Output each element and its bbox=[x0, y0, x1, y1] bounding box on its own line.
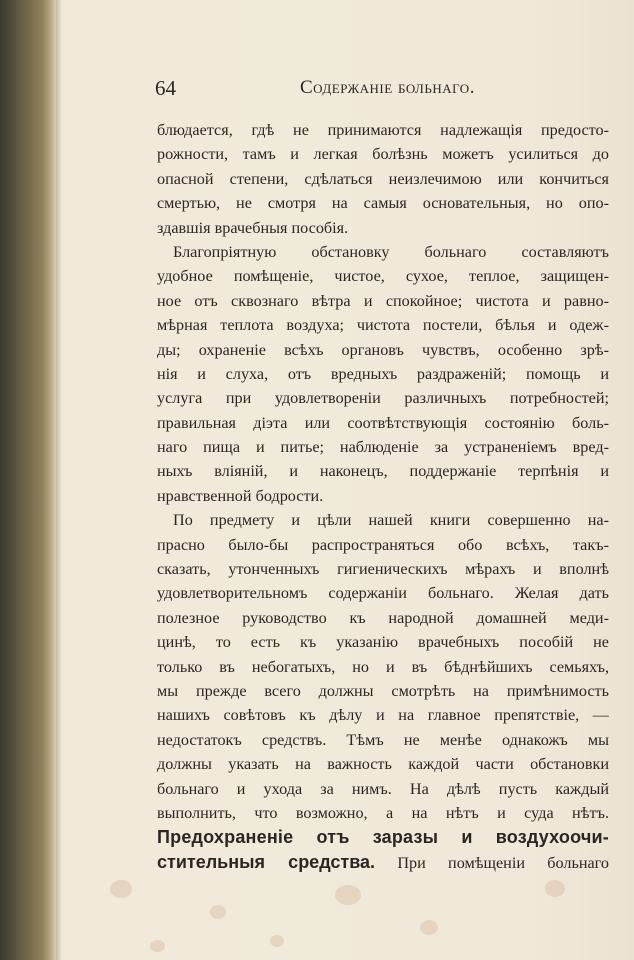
paper-stain bbox=[335, 885, 361, 905]
text-line: выполнить, что возможно, а на нѣтъ и суда нѣтъ. bbox=[157, 803, 609, 822]
text-run: При помѣщеніи больнаго bbox=[375, 853, 609, 872]
text-line: только въ небогатыхъ, но и въ бѣднѣйшихъ семьяхъ, bbox=[157, 657, 609, 676]
section-heading-line: Предохраненіе отъ заразы и воздухоочи- bbox=[157, 827, 609, 848]
text-line: опасной степени, сдѣлаться неизлечимою или кончиться bbox=[157, 169, 609, 188]
section-heading-end: стительныя средства. bbox=[157, 851, 376, 872]
text-line: правильная діэта или соотвѣтствующія состоянію боль- bbox=[157, 413, 609, 432]
section-heading-continuation bbox=[157, 850, 609, 874]
text-line: мѣрная теплота воздуха; чистота постели, бѣлья и одеж- bbox=[157, 316, 609, 335]
paper-stain bbox=[210, 905, 226, 919]
text-line: прасно было-бы распространяться обо всѣхъ, такъ- bbox=[157, 535, 609, 554]
text-line: ныхъ вліяній, и наконецъ, поддержаніе терпѣнія и bbox=[157, 462, 609, 481]
text-line: цинѣ, то есть къ указанію врачебныхъ пособій не bbox=[157, 633, 609, 652]
paragraph-start-line: По предмету и цѣли нашей книги совершенно на- bbox=[173, 511, 609, 530]
text-line: удовлетворительномъ содержаніи больнаго. Желая дать bbox=[157, 584, 609, 603]
running-head bbox=[150, 73, 620, 103]
text-line: смертью, не смотря на самыя основательныя, но опо- bbox=[157, 194, 609, 213]
text-line: полезное руководство къ народной домашней меди- bbox=[157, 608, 609, 627]
text-line: нравственной бодрости. bbox=[157, 486, 324, 505]
text-line: должны указать на важность каждой части обстановки bbox=[157, 755, 609, 774]
text-line: ное отъ сквознаго вѣтра и спокойное; чистота и равно- bbox=[157, 291, 609, 310]
text-line: недостатокъ средствъ. Тѣмъ не менѣе однакожъ мы bbox=[157, 730, 609, 749]
text-line: мы прежде всего должны смотрѣть на примѣнимость bbox=[157, 681, 609, 700]
text-line: нія и слуха, отъ вредныхъ раздраженій; помощь и bbox=[157, 364, 609, 383]
text-line: блюдается, гдѣ не принимаются надлежащія предосто- bbox=[157, 121, 609, 139]
text-line: сказать, утонченныхъ гигиеническихъ мѣрахъ и вполнѣ bbox=[157, 560, 609, 579]
page-number: 64 bbox=[155, 76, 176, 100]
body-text bbox=[157, 118, 609, 874]
text-line: больнаго и ухода за нимъ. На дѣлѣ пусть каждый bbox=[157, 779, 609, 798]
paper-stain bbox=[150, 940, 165, 952]
running-title: Содержаніе больнаго. bbox=[300, 77, 475, 98]
paper-stain bbox=[270, 935, 284, 947]
text-line: ды; охраненіе всѣхъ органовъ чувствъ, особенно зрѣ- bbox=[157, 340, 609, 359]
text-line: рожности, тамъ и легкая болѣзнь можетъ усилиться до bbox=[157, 145, 609, 164]
text-line: нашихъ совѣтовъ къ дѣлу и на главное препятствіе, — bbox=[157, 706, 609, 725]
paper-stain bbox=[545, 880, 565, 897]
text-line: удобное помѣщеніе, чистое, сухое, теплое, защищен- bbox=[157, 267, 609, 286]
book-spine bbox=[0, 0, 56, 960]
paragraph-start-line: Благопріятную обстановку больнаго составляютъ bbox=[173, 242, 609, 261]
text-line: наго пища и питье; наблюденіе за устраненіемъ вред- bbox=[157, 438, 609, 457]
text-line: услуга при удовлетвореніи различныхъ потребностей; bbox=[157, 389, 609, 408]
paper-stain bbox=[420, 920, 438, 935]
paper-stain bbox=[110, 880, 132, 898]
text-line: здавшія врачебныя пособія. bbox=[157, 218, 349, 237]
